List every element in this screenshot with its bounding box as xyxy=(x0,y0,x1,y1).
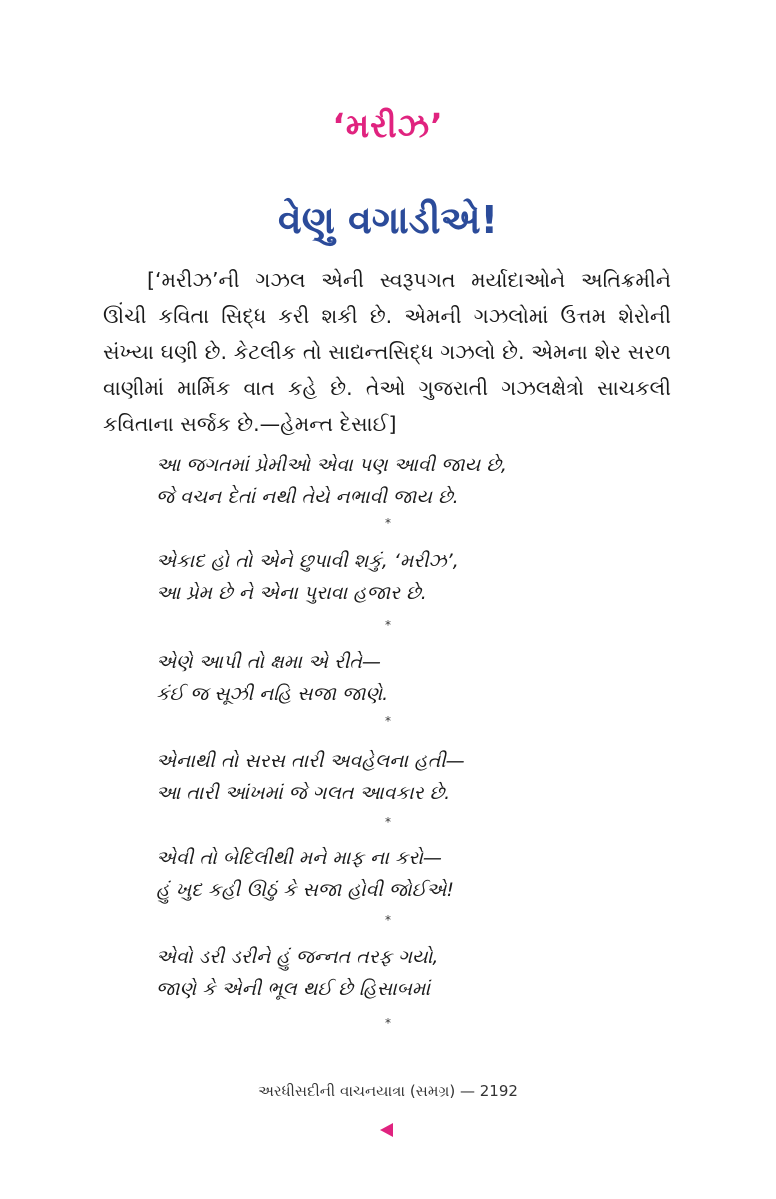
intro-paragraph: [‘મરીઝ’ની ગઝલ એની સ્વરૂપગત મર્યાદાઓને અતિક્રમીને ઊંચી કવિતા સિદ્ધ કરી શકી છે. એમની ગઝલોમાં ઉત્તમ શેરોની સંખ્યા ઘણી છે. કેટલીક તો સાદ્યન્તસિદ્ધ ગઝલો છે. એમના શેર સરળ વાણીમાં માર્મિક વાત કહે છે. તેઓ ગુજરાતી ગઝલક્ષેત્રો સાચકલી કવિતાના સર્જક છે.—હેમન્ત દેસાઈ] xyxy=(103,268,671,436)
couplet-6 xyxy=(156,941,656,1005)
couplet-1 xyxy=(156,449,656,513)
couplet-line: આ તારી આંખમાં જે ગલત આવકાર છે. xyxy=(156,782,451,804)
couplet-line: કંઈ જ સૂઝી નહિ સજા જાણે. xyxy=(156,683,389,705)
separator-asterisk: * xyxy=(385,913,391,927)
poem-title: વેણુ વગાડીએ! xyxy=(278,198,498,242)
separator-asterisk: * xyxy=(385,714,391,728)
separator-asterisk: * xyxy=(385,815,391,829)
triangle-left-icon[interactable] xyxy=(380,1123,393,1137)
couplet-line: એનાથી તો સરસ તારી અવહેલના હતી— xyxy=(156,750,465,772)
couplet-line: આ પ્રેમ છે ને એના પુરાવા હજાર છે. xyxy=(156,582,427,604)
couplet-3 xyxy=(156,646,656,710)
couplet-line: જે વચન દેતાં નથી તેયે નભાવી જાય છે. xyxy=(156,486,459,508)
couplet-4 xyxy=(156,745,656,809)
author-name: ‘મરીઝ’ xyxy=(332,106,444,145)
couplet-line: આ જગતમાં પ્રેમીઓ એવા પણ આવી જાય છે, xyxy=(156,454,507,476)
separator-asterisk: * xyxy=(385,1016,391,1030)
couplet-5 xyxy=(156,842,656,906)
couplet-line: એવો ડરી ડરીને હું જન્નત તરફ ગયો, xyxy=(156,946,439,968)
couplet-2 xyxy=(156,545,656,609)
page-footer: અરધીસદીની વાચનયાત્રા (સમગ્ર) — 2192 xyxy=(258,1082,518,1100)
couplet-line: હું ખુદ કહી ઊઠું કે સજા હોવી જોઈએ! xyxy=(156,879,454,901)
couplet-line: જાણે કે એની ભૂલ થઈ છે હિસાબમાં xyxy=(156,978,431,1000)
separator-asterisk: * xyxy=(385,618,391,632)
separator-asterisk: * xyxy=(385,516,391,530)
couplet-line: એવી તો બેદિલીથી મને માફ ના કરો— xyxy=(156,847,442,869)
couplet-line: એકાદ હો તો એને છુપાવી શકું, ‘મરીઝ’, xyxy=(156,550,459,572)
couplet-line: એણે આપી તો ક્ષમા એ રીતે— xyxy=(156,651,381,673)
